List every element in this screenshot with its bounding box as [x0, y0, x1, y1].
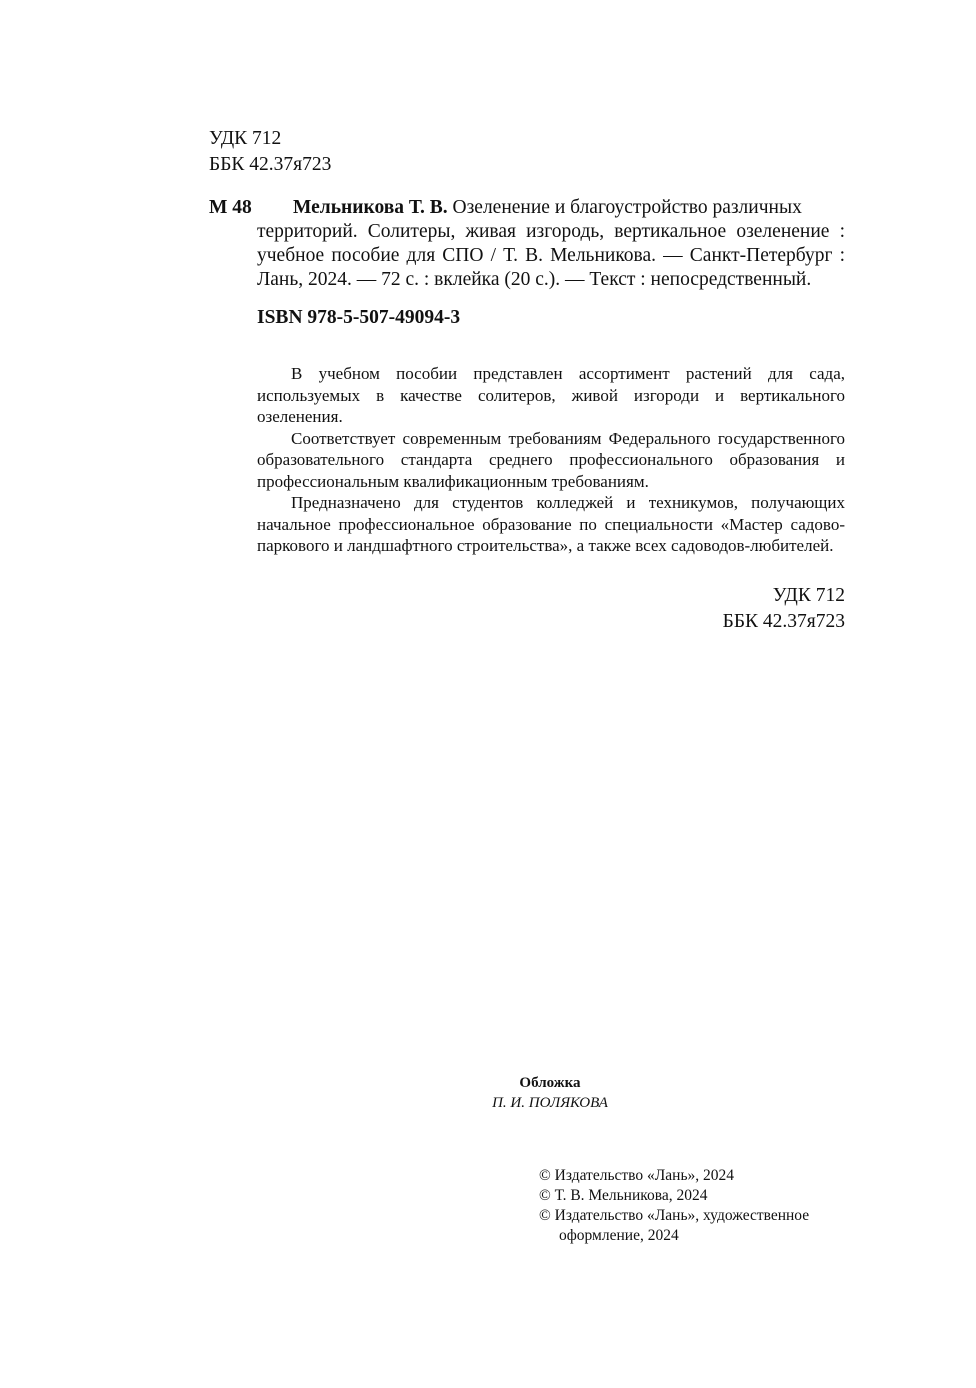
copyright-line: © Издательство «Лань», 2024 — [539, 1167, 735, 1184]
title-line: Озеленение и благоустройство различных — [452, 197, 802, 218]
annotation-paragraph: Соответствует современным требованиям Федерального государственного образовательного стандарта среднего профессионального образования и профессиональным квалификационным требованиям. — [257, 428, 845, 491]
copyright-line: © Т. В. Мельникова, 2024 — [539, 1187, 708, 1204]
cover-label: Обложка — [519, 1075, 581, 1091]
bibliographic-record — [209, 196, 845, 330]
copyright-line: оформление, 2024 — [559, 1227, 679, 1244]
classification-top — [209, 126, 331, 178]
udk-code: УДК 712 — [772, 585, 845, 606]
author: Мельникова Т. В. — [293, 197, 448, 218]
cover-artist: П. И. ПОЛЯКОВА — [492, 1095, 608, 1111]
classification-bottom — [723, 583, 845, 635]
cover-credit — [420, 1073, 680, 1113]
isbn: ISBN 978-5-507-49094-3 — [257, 307, 461, 328]
annotation — [257, 363, 845, 557]
bbk-code: ББК 42.37я723 — [722, 611, 845, 632]
shelf-mark: М 48 — [209, 197, 252, 218]
annotation-paragraph: Предназначено для студентов колледжей и техникумов, получающих начальное профессиональное образование по специальности «Мастер садово-паркового и ландшафтного строительства», а также всех садоводов-любителей. — [257, 493, 845, 555]
copyright-block — [539, 1166, 849, 1246]
record-body: территорий. Солитеры, живая изгородь, вертикальное озеленение : учебное пособие для СПО / Т. В. Мельникова. — Санкт-Петербург : Лань, 2024. — 72 с. : вклейка (20 с.). — Текст : непосредственный. — [257, 221, 845, 290]
annotation-paragraph: В учебном пособии представлен ассортимент растений для сада, используемых в качестве солитеров, живой изгороди и вертикального озеленения. — [257, 364, 845, 426]
copyright-line: © Издательство «Лань», художественное — [539, 1207, 810, 1224]
record-first-line — [209, 196, 845, 220]
bbk-code: ББК 42.37я723 — [209, 154, 332, 175]
udk-code: УДК 712 — [209, 128, 282, 149]
